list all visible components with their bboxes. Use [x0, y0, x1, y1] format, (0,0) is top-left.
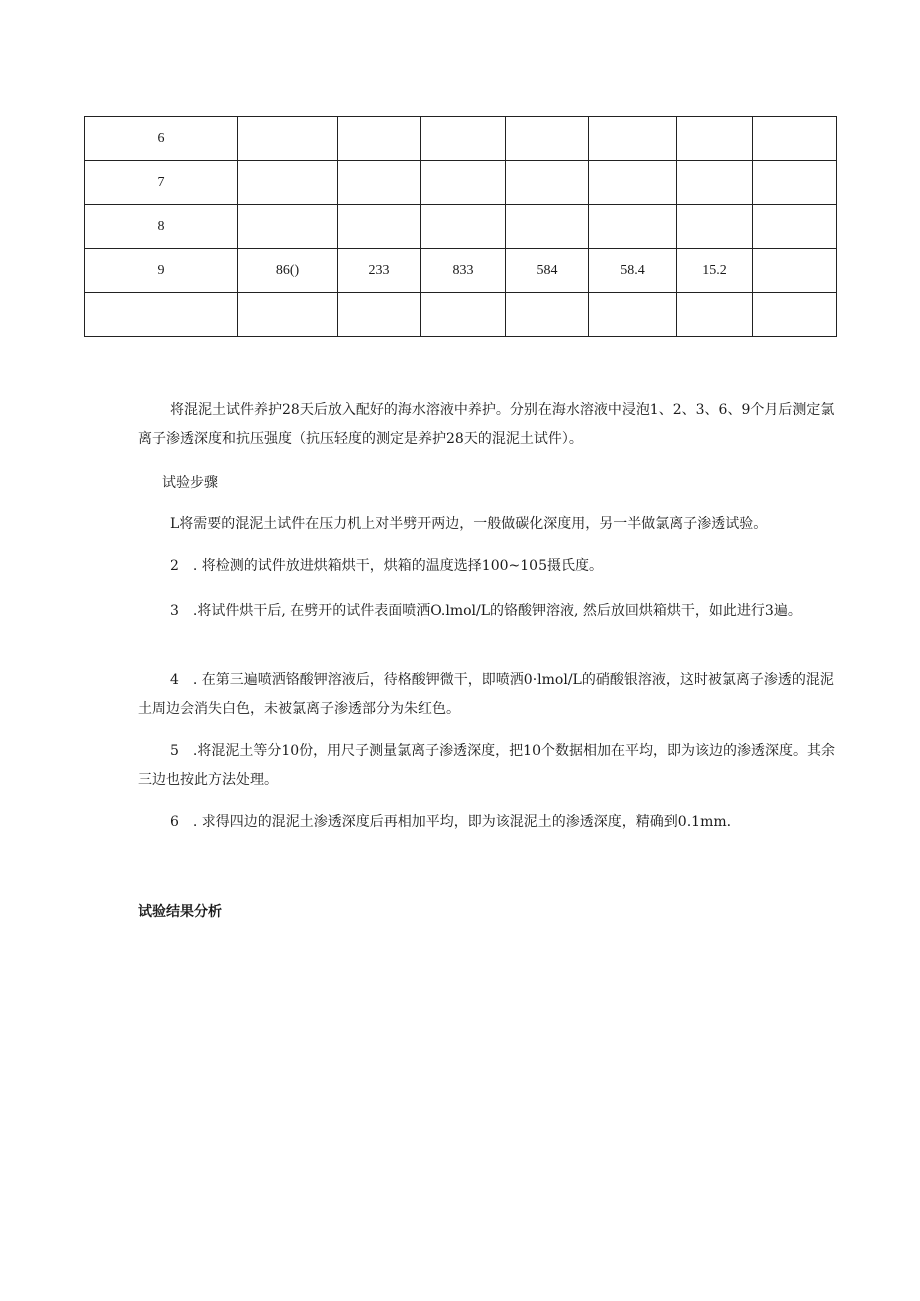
step-2: 2 . 将检测的试件放进烘箱烘干，烘箱的温度选择100~105摄氏度。 [170, 558, 603, 574]
step-3: 3 .将试件烘干后, 在劈开的试件表面喷洒O.lmol/L的铬酸钾溶液, 然后放回烘箱烘干，如此进行3遍。 [170, 603, 802, 619]
table-cell [753, 117, 837, 161]
table-cell: 7 [85, 161, 238, 205]
table-cell [677, 293, 753, 337]
table-cell [238, 293, 338, 337]
table-cell [753, 293, 837, 337]
table-cell: 9 [85, 249, 238, 293]
table-cell [677, 117, 753, 161]
table-cell [238, 161, 338, 205]
table-cell [506, 293, 589, 337]
table-cell: 584 [506, 249, 589, 293]
steps-heading: 试验步骤 [162, 475, 218, 491]
table-cell [421, 293, 506, 337]
intro-paragraph: 将混泥土试件养护28天后放入配好的海水溶液中养护。分别在海水溶液中浸泡1、2、3、6、9个月后测定氯离子渗透深度和抗压强度（抗压轻度的测定是养护28天的混泥土试件）。 [138, 402, 835, 447]
table-cell [589, 117, 677, 161]
data-table [84, 116, 837, 337]
table-cell [677, 205, 753, 249]
table-cell: 86() [238, 249, 338, 293]
table-cell [589, 161, 677, 205]
table-cell [338, 117, 421, 161]
table-cell: 15.2 [677, 249, 753, 293]
table-cell: 833 [421, 249, 506, 293]
table-cell [421, 161, 506, 205]
table-cell: 8 [85, 205, 238, 249]
table-cell [338, 205, 421, 249]
table-cell: 58.4 [589, 249, 677, 293]
table-cell [589, 205, 677, 249]
table-cell [589, 293, 677, 337]
step-4: 4 . 在第三遍喷洒铬酸钾溶液后，待格酸钾微干，即喷洒0·lmol/L的硝酸银溶液，这时被氯离子渗透的混泥土周边会消失白色，未被氯离子渗透部分为朱红色。 [138, 672, 834, 717]
table-cell [753, 161, 837, 205]
table-cell [238, 205, 338, 249]
table-cell: 233 [338, 249, 421, 293]
table-row [85, 205, 837, 249]
table-cell [238, 117, 338, 161]
table-cell [677, 161, 753, 205]
table-cell [338, 293, 421, 337]
table-cell: 6 [85, 117, 238, 161]
table-cell [85, 293, 238, 337]
results-heading: 试验结果分析 [138, 904, 222, 920]
table-cell [421, 205, 506, 249]
table-cell [753, 205, 837, 249]
table-cell [753, 249, 837, 293]
table-row [85, 117, 837, 161]
table-row [85, 249, 837, 293]
table-cell [506, 161, 589, 205]
step-5: 5 .将混泥土等分10份，用尺子测量氯离子渗透深度，把10个数据相加在平均，即为该边的渗透深度。其余三边也按此方法处理。 [138, 743, 835, 788]
step-1: L将需要的混泥土试件在压力机上对半劈开两边，一般做碳化深度用，另一半做氯离子渗透试验。 [170, 516, 768, 532]
table-row [85, 293, 837, 337]
table-cell [338, 161, 421, 205]
table-row [85, 161, 837, 205]
step-6: 6 . 求得四边的混泥土渗透深度后再相加平均，即为该混泥土的渗透深度，精确到0.1mm. [170, 814, 732, 830]
table-cell [421, 117, 506, 161]
table-cell [506, 205, 589, 249]
table-cell [506, 117, 589, 161]
